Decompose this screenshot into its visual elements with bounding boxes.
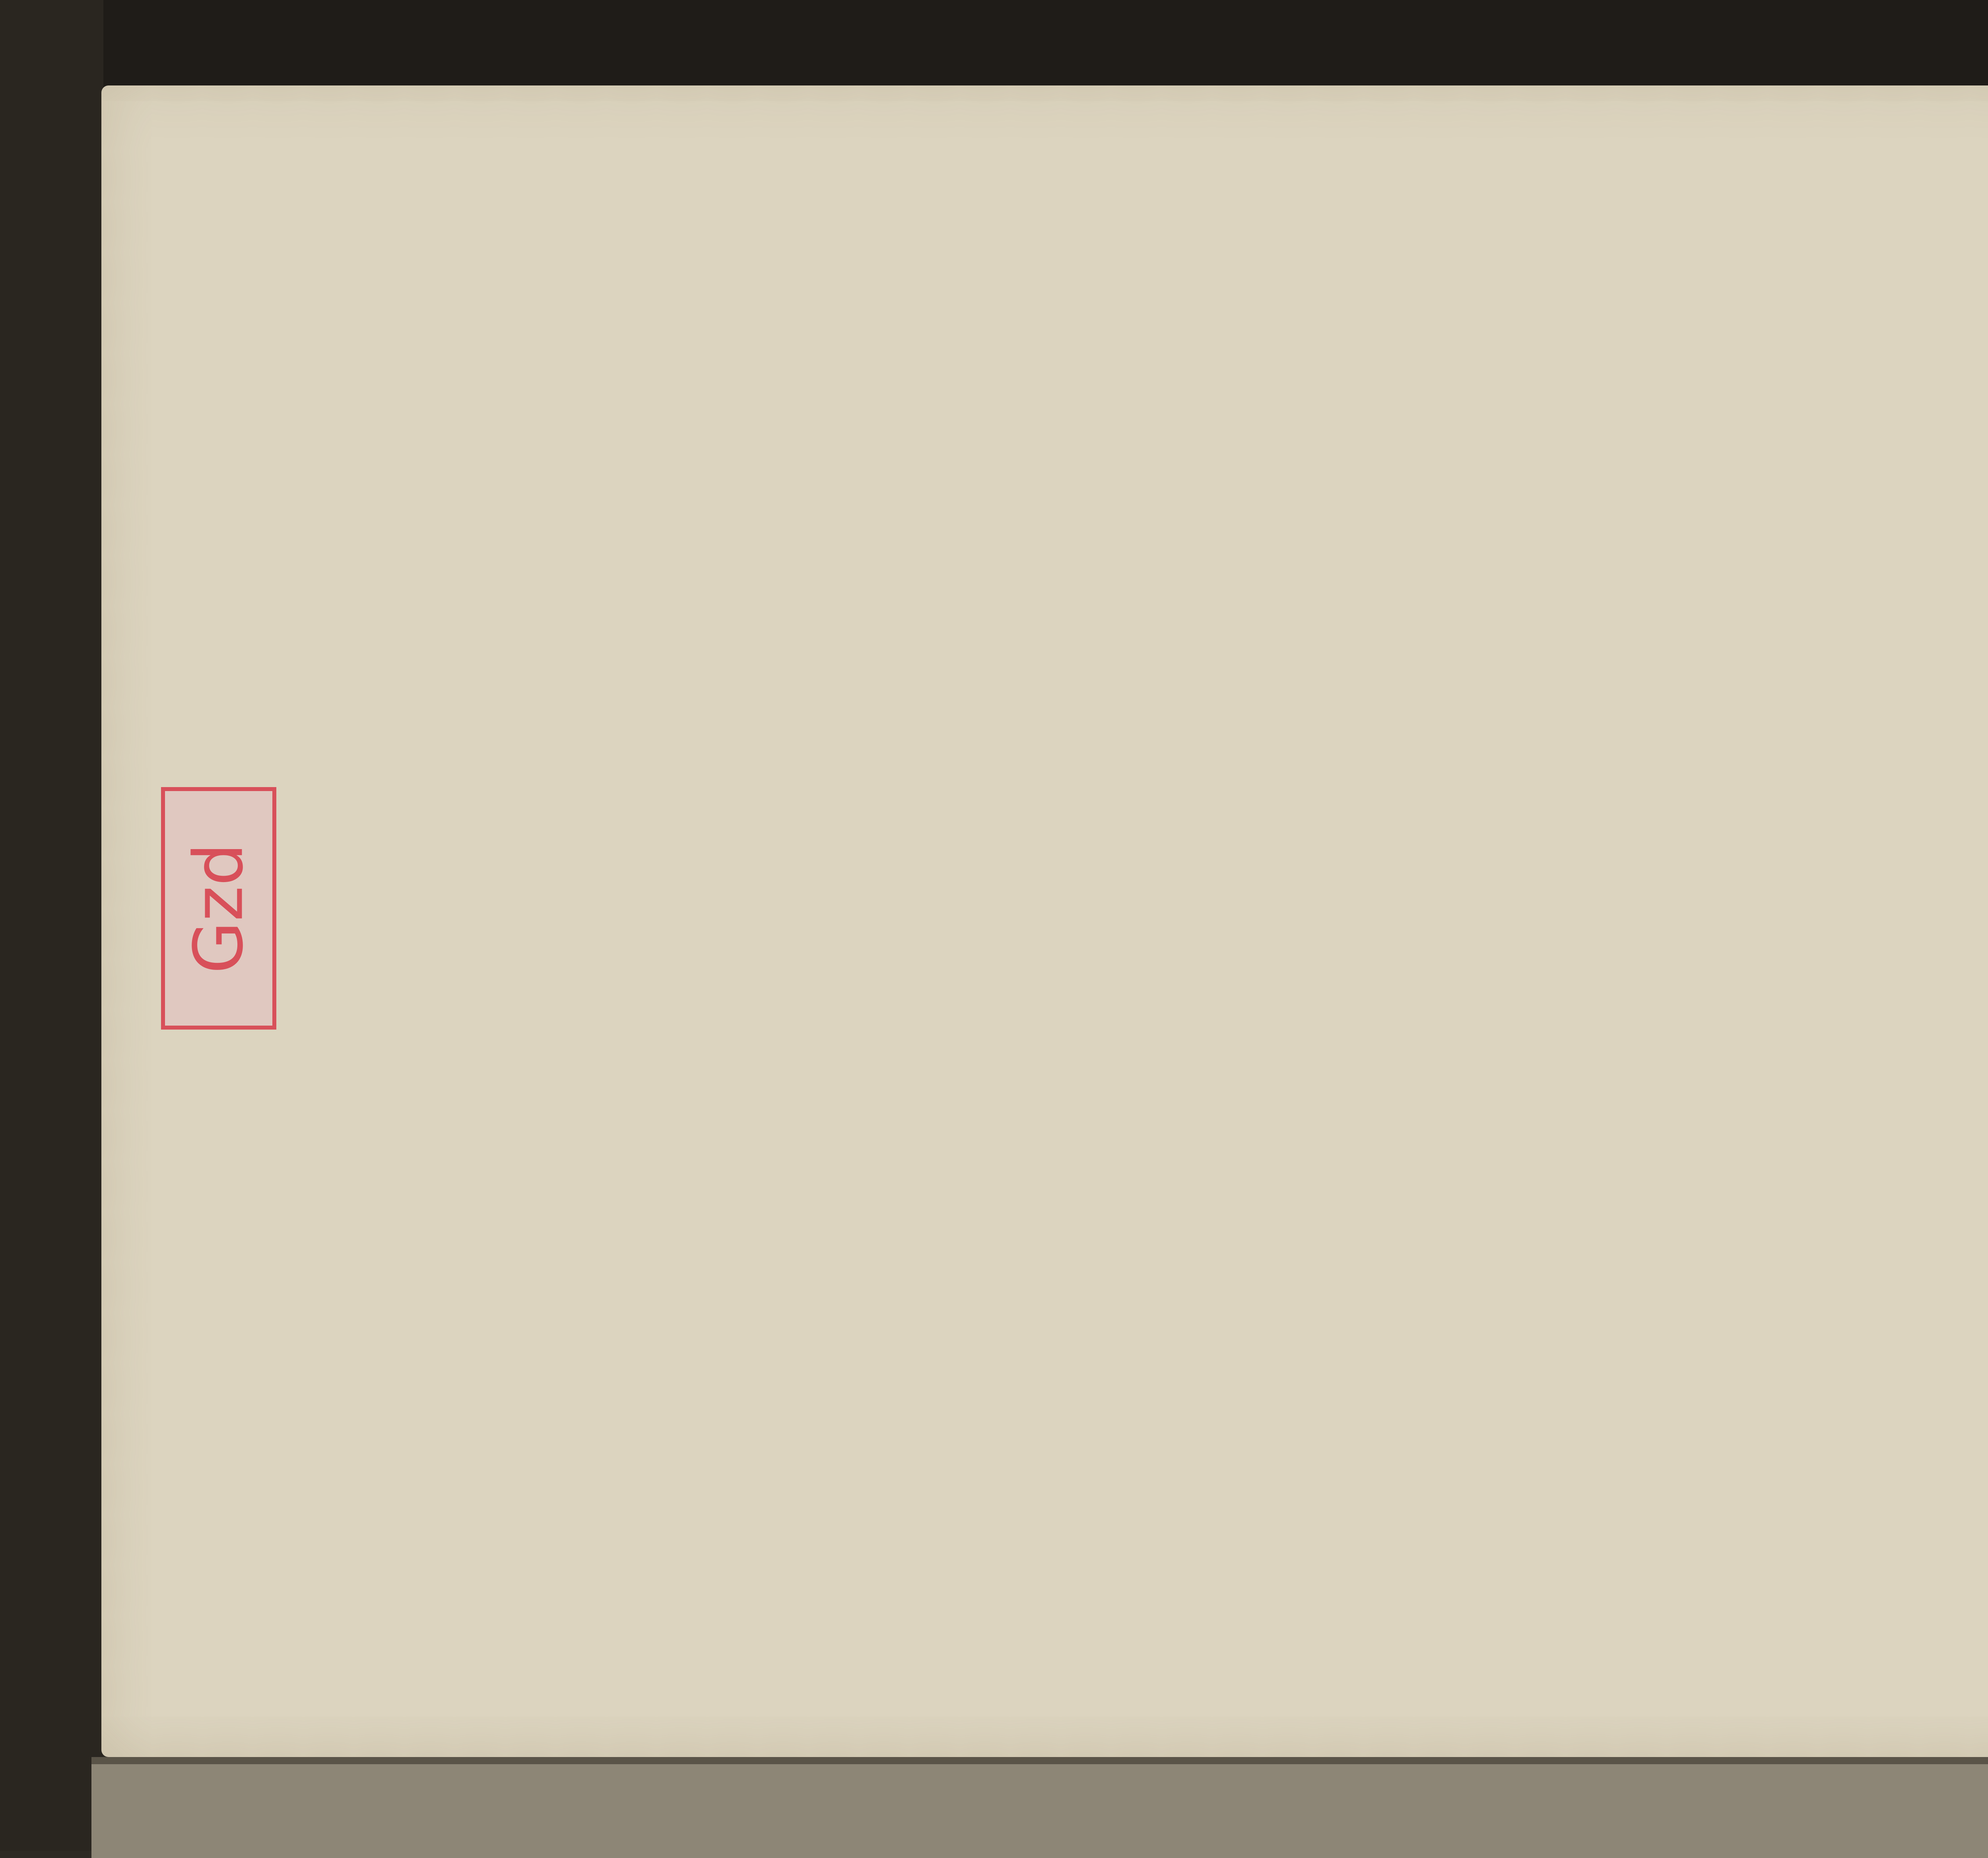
library-stamp — [161, 787, 276, 1030]
background-top — [0, 0, 1988, 95]
facing-page-edge — [91, 1757, 1988, 1858]
stamp-text: Gzd — [179, 843, 258, 974]
background-left — [0, 0, 103, 1851]
book-page — [101, 85, 1988, 1757]
